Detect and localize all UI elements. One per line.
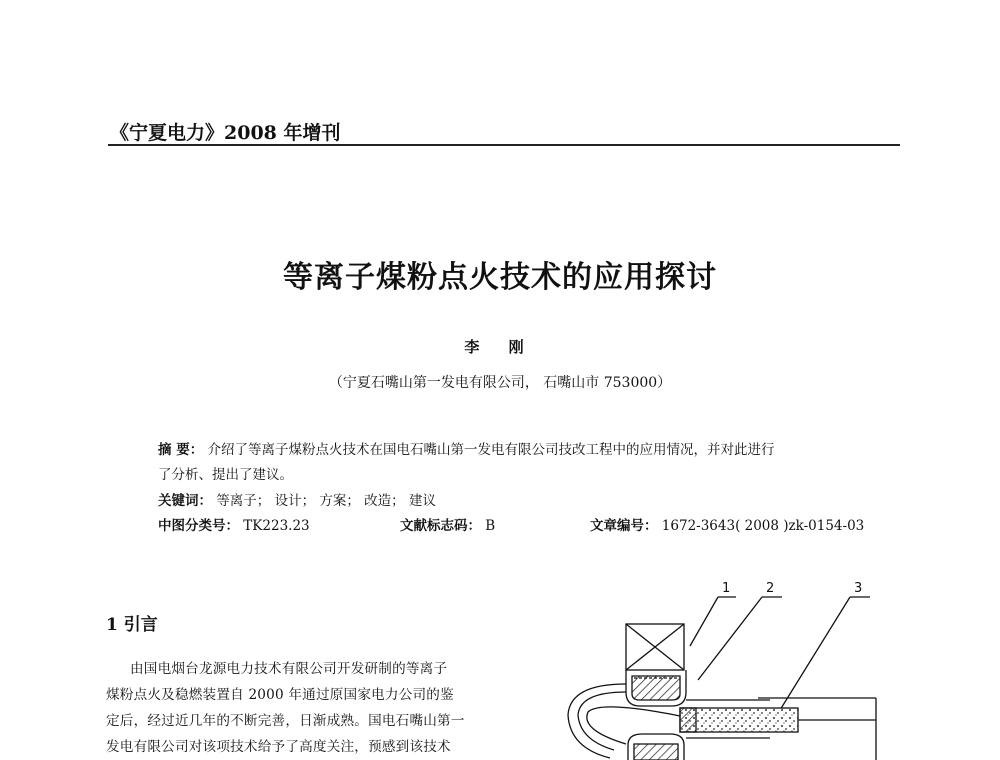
- body-line-2: 煤粉点火及稳燃装置自 2000 年通过原国家电力公司的鉴: [106, 687, 454, 703]
- burner-diagram: [540, 580, 920, 760]
- fig-label-3: 3: [854, 581, 863, 596]
- header-rule: [108, 144, 900, 146]
- section-heading: 1 引言: [106, 615, 158, 635]
- clc-value: TK223.23: [243, 518, 310, 534]
- abstract-line-1: [158, 438, 775, 458]
- keywords-line: [158, 489, 436, 509]
- doc-code-label: 文献标志码：: [400, 518, 481, 534]
- article-author: 李 刚: [464, 338, 536, 356]
- doc-code-value: B: [485, 518, 496, 534]
- keywords-text: 等离子； 设计； 方案； 改造； 建议: [216, 493, 436, 509]
- article-id-value: 1672-3643( 2008 )zk-0154-03: [661, 518, 865, 534]
- body-line-4: 发电有限公司对该项技术给予了高度关注，预感到该技术: [106, 739, 451, 755]
- clc-label: 中图分类号：: [158, 518, 239, 534]
- body-line-3: 定后，经过近几年的不断完善，日渐成熟。国电石嘴山第一: [106, 713, 465, 729]
- upper-plate-hatch: [632, 676, 680, 700]
- article-affiliation: （宁夏石嘴山第一发电有限公司， 石嘴山市 753000）: [328, 375, 672, 391]
- article-id-label: 文章编号：: [590, 518, 658, 534]
- fig-label-2: 2: [766, 581, 775, 596]
- leader-1: [690, 597, 718, 646]
- keywords-label: 关键词：: [158, 493, 212, 509]
- journal-header: 《宁夏电力》2008 年增刊: [110, 122, 341, 144]
- chamber: [680, 708, 798, 732]
- abstract-line-2: 了分析、提出了建议。: [158, 467, 293, 483]
- leader-2: [698, 597, 762, 680]
- abstract-text-1: 介绍了等离子煤粉点火技术在国电石嘴山第一发电有限公司技改工程中的应用情况，并对此进行: [207, 442, 775, 458]
- body-line-1: 由国电烟台龙源电力技术有限公司开发研制的等离子: [130, 661, 448, 677]
- abstract-label: 摘 要：: [158, 442, 204, 458]
- leader-3: [780, 597, 850, 710]
- article-title: 等离子煤粉点火技术的应用探讨: [283, 260, 717, 295]
- fig-label-1: 1: [722, 581, 731, 596]
